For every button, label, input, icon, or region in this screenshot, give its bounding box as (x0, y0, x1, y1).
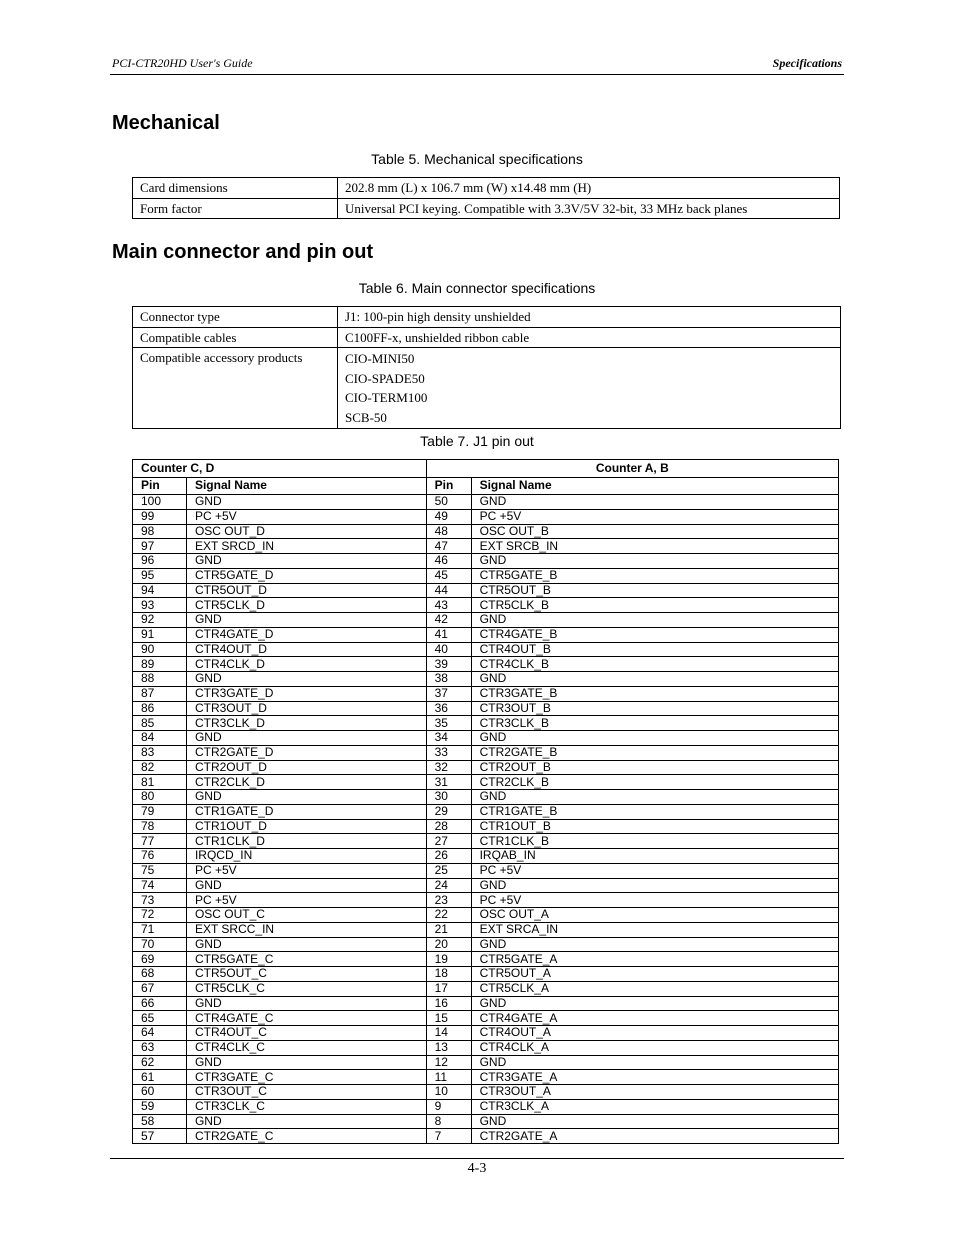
pin-cell: 94 (133, 583, 187, 598)
pin-cell: 41 (426, 627, 471, 642)
table-row (133, 613, 839, 628)
table-row (133, 1085, 839, 1100)
spec-value: Universal PCI keying. Compatible with 3.3V/5V 32-bit, 33 MHz back planes (338, 198, 840, 219)
signal-cell: PC +5V (186, 863, 426, 878)
pin-cell: 92 (133, 613, 187, 628)
signal-cell: GND (471, 554, 838, 569)
page-number: 4-3 (467, 1161, 487, 1176)
table-row (133, 642, 839, 657)
pin-cell: 23 (426, 893, 471, 908)
pin-cell: 9 (426, 1099, 471, 1114)
pin-cell: 37 (426, 686, 471, 701)
spec-key: Form factor (133, 198, 338, 219)
signal-cell: CTR4OUT_A (471, 1026, 838, 1041)
pin-cell: 7 (426, 1129, 471, 1144)
pin-cell: 21 (426, 922, 471, 937)
pin-cell: 25 (426, 863, 471, 878)
pin-cell: 24 (426, 878, 471, 893)
table-row (133, 996, 839, 1011)
spec-value (338, 348, 841, 429)
pin-cell: 58 (133, 1114, 187, 1129)
signal-cell: CTR4GATE_D (186, 627, 426, 642)
signal-cell: CTR4CLK_C (186, 1040, 426, 1055)
pin-cell: 27 (426, 834, 471, 849)
signal-cell: CTR2CLK_D (186, 775, 426, 790)
pin-cell: 100 (133, 495, 187, 510)
pin-cell: 26 (426, 849, 471, 864)
pin-cell: 71 (133, 922, 187, 937)
signal-cell: CTR5OUT_C (186, 967, 426, 982)
table-row (133, 1099, 839, 1114)
spec-value-line: CIO-TERM100 (345, 390, 428, 405)
pin-cell: 91 (133, 627, 187, 642)
col-header-signal: Signal Name (186, 478, 426, 495)
pin-cell: 98 (133, 524, 187, 539)
pin-cell: 10 (426, 1085, 471, 1100)
pin-cell: 67 (133, 981, 187, 996)
pin-cell: 47 (426, 539, 471, 554)
table-row (133, 893, 839, 908)
table-row (133, 760, 839, 775)
signal-cell: GND (471, 731, 838, 746)
pin-cell: 20 (426, 937, 471, 952)
signal-cell: GND (186, 790, 426, 805)
signal-cell: CTR5GATE_B (471, 568, 838, 583)
pin-cell: 43 (426, 598, 471, 613)
signal-cell: CTR2GATE_B (471, 745, 838, 760)
pin-cell: 83 (133, 745, 187, 760)
table-row (133, 598, 839, 613)
pin-cell: 74 (133, 878, 187, 893)
pin-cell: 78 (133, 819, 187, 834)
signal-cell: GND (471, 996, 838, 1011)
signal-cell: GND (471, 672, 838, 687)
pin-cell: 61 (133, 1070, 187, 1085)
spec-key: Compatible accessory products (133, 348, 338, 429)
spec-value-line: J1: 100-pin high density unshielded (345, 309, 531, 324)
header-section-title: Specifications (772, 56, 842, 70)
spec-value-line: SCB-50 (345, 409, 387, 425)
table-row (133, 878, 839, 893)
spec-value (338, 307, 841, 328)
pin-cell: 77 (133, 834, 187, 849)
pin-cell: 22 (426, 908, 471, 923)
pin-cell: 96 (133, 554, 187, 569)
signal-cell: CTR4CLK_A (471, 1040, 838, 1055)
signal-cell: CTR5GATE_A (471, 952, 838, 967)
spec-value-line: C100FF-x, unshielded ribbon cable (345, 329, 530, 345)
spec-value (338, 327, 841, 348)
pin-cell: 65 (133, 1011, 187, 1026)
spec-key: Card dimensions (133, 178, 338, 199)
heading-connector: Main connector and pin out (112, 241, 374, 263)
signal-cell: GND (186, 937, 426, 952)
pin-cell: 70 (133, 937, 187, 952)
header-doc-title: PCI-CTR20HD User's Guide (112, 56, 253, 70)
col-header-pin: Pin (426, 478, 471, 495)
signal-cell: GND (186, 731, 426, 746)
signal-cell: PC +5V (471, 863, 838, 878)
signal-cell: CTR4GATE_B (471, 627, 838, 642)
pin-cell: 18 (426, 967, 471, 982)
signal-cell: GND (471, 790, 838, 805)
signal-cell: CTR1OUT_D (186, 819, 426, 834)
table-row (133, 967, 839, 982)
signal-cell: CTR2CLK_B (471, 775, 838, 790)
pinout-table (132, 459, 839, 1144)
pin-cell: 99 (133, 509, 187, 524)
pin-cell: 66 (133, 996, 187, 1011)
footer-rule (110, 1158, 844, 1159)
signal-cell: CTR4OUT_D (186, 642, 426, 657)
signal-cell: CTR3OUT_A (471, 1085, 838, 1100)
col-header-pin: Pin (133, 478, 187, 495)
signal-cell: CTR4GATE_A (471, 1011, 838, 1026)
pin-cell: 45 (426, 568, 471, 583)
table-row (133, 745, 839, 760)
pin-cell: 79 (133, 804, 187, 819)
table-row (133, 583, 839, 598)
table-row (133, 849, 839, 864)
signal-cell: CTR2OUT_D (186, 760, 426, 775)
pin-cell: 95 (133, 568, 187, 583)
heading-mechanical: Mechanical (112, 112, 220, 134)
signal-cell: GND (186, 878, 426, 893)
pin-cell: 32 (426, 760, 471, 775)
signal-cell: GND (471, 878, 838, 893)
table-row (133, 804, 839, 819)
signal-cell: CTR3CLK_C (186, 1099, 426, 1114)
pin-cell: 57 (133, 1129, 187, 1144)
signal-cell: EXT SRCC_IN (186, 922, 426, 937)
table-row (133, 307, 841, 328)
signal-cell: CTR3CLK_D (186, 716, 426, 731)
signal-cell: OSC OUT_D (186, 524, 426, 539)
table-row (133, 863, 839, 878)
pin-cell: 73 (133, 893, 187, 908)
spec-key: Compatible cables (133, 327, 338, 348)
spec-key: Connector type (133, 307, 338, 328)
pin-cell: 36 (426, 701, 471, 716)
signal-cell: CTR3CLK_A (471, 1099, 838, 1114)
signal-cell: IRQAB_IN (471, 849, 838, 864)
table-row (133, 539, 839, 554)
signal-cell: CTR1OUT_B (471, 819, 838, 834)
page-header (110, 55, 844, 75)
signal-cell: EXT SRCA_IN (471, 922, 838, 937)
signal-cell: CTR3OUT_C (186, 1085, 426, 1100)
pin-cell: 12 (426, 1055, 471, 1070)
signal-cell: GND (471, 1114, 838, 1129)
pin-cell: 42 (426, 613, 471, 628)
signal-cell: GND (471, 1055, 838, 1070)
signal-cell: CTR1CLK_D (186, 834, 426, 849)
table-row (133, 701, 839, 716)
signal-cell: CTR1CLK_B (471, 834, 838, 849)
col-header-signal: Signal Name (471, 478, 838, 495)
signal-cell: CTR5CLK_C (186, 981, 426, 996)
signal-cell: CTR2GATE_C (186, 1129, 426, 1144)
table-row (133, 198, 840, 219)
signal-cell: CTR3GATE_C (186, 1070, 426, 1085)
pin-cell: 68 (133, 967, 187, 982)
table-row (133, 568, 839, 583)
table-row (133, 937, 839, 952)
pin-cell: 64 (133, 1026, 187, 1041)
signal-cell: CTR4CLK_B (471, 657, 838, 672)
table-row (133, 327, 841, 348)
table-row (133, 1070, 839, 1085)
table-row (133, 627, 839, 642)
signal-cell: CTR5OUT_D (186, 583, 426, 598)
spec-value: 202.8 mm (L) x 106.7 mm (W) x14.48 mm (H) (338, 178, 840, 199)
signal-cell: IRQCD_IN (186, 849, 426, 864)
signal-cell: CTR1GATE_B (471, 804, 838, 819)
pin-cell: 50 (426, 495, 471, 510)
signal-cell: OSC OUT_B (471, 524, 838, 539)
signal-cell: GND (186, 996, 426, 1011)
table-row (133, 731, 839, 746)
pin-cell: 17 (426, 981, 471, 996)
table-row (133, 981, 839, 996)
pin-cell: 90 (133, 642, 187, 657)
signal-cell: CTR4GATE_C (186, 1011, 426, 1026)
signal-cell: CTR5CLK_D (186, 598, 426, 613)
signal-cell: GND (471, 495, 838, 510)
signal-cell: GND (186, 672, 426, 687)
table-row (133, 524, 839, 539)
pin-cell: 60 (133, 1085, 187, 1100)
pin-cell: 86 (133, 701, 187, 716)
pin-cell: 93 (133, 598, 187, 613)
signal-cell: GND (186, 1114, 426, 1129)
pin-cell: 97 (133, 539, 187, 554)
table-row (133, 834, 839, 849)
connector-spec-table (132, 306, 841, 429)
table-row (133, 554, 839, 569)
table-row (133, 775, 839, 790)
signal-cell: CTR5OUT_B (471, 583, 838, 598)
signal-cell: PC +5V (471, 509, 838, 524)
table-row (133, 1114, 839, 1129)
table-row (133, 348, 841, 429)
spec-value-line: CIO-SPADE50 (345, 370, 425, 386)
pin-cell: 63 (133, 1040, 187, 1055)
table-row (133, 1011, 839, 1026)
signal-cell: CTR5CLK_A (471, 981, 838, 996)
pin-cell: 35 (426, 716, 471, 731)
table-row (133, 1026, 839, 1041)
pin-cell: 62 (133, 1055, 187, 1070)
pin-cell: 46 (426, 554, 471, 569)
pin-cell: 82 (133, 760, 187, 775)
group-header-counter-cd: Counter C, D (133, 460, 427, 478)
table-row (133, 495, 839, 510)
pin-cell: 88 (133, 672, 187, 687)
table-row (133, 1040, 839, 1055)
pin-cell: 80 (133, 790, 187, 805)
table-row (133, 509, 839, 524)
pin-cell: 38 (426, 672, 471, 687)
table6-caption: Table 6. Main connector specifications (358, 280, 596, 296)
signal-cell: PC +5V (186, 509, 426, 524)
pin-cell: 89 (133, 657, 187, 672)
table-row (133, 922, 839, 937)
table-row (133, 672, 839, 687)
signal-cell: CTR5GATE_D (186, 568, 426, 583)
pin-cell: 69 (133, 952, 187, 967)
pin-cell: 72 (133, 908, 187, 923)
signal-cell: CTR5OUT_A (471, 967, 838, 982)
pin-cell: 13 (426, 1040, 471, 1055)
signal-cell: CTR4CLK_D (186, 657, 426, 672)
pin-cell: 30 (426, 790, 471, 805)
signal-cell: GND (186, 613, 426, 628)
signal-cell: CTR5GATE_C (186, 952, 426, 967)
signal-cell: CTR3GATE_A (471, 1070, 838, 1085)
signal-cell: CTR4OUT_B (471, 642, 838, 657)
signal-cell: EXT SRCD_IN (186, 539, 426, 554)
pin-cell: 19 (426, 952, 471, 967)
signal-cell: CTR2GATE_D (186, 745, 426, 760)
pin-cell: 59 (133, 1099, 187, 1114)
signal-cell: GND (186, 495, 426, 510)
table-row (133, 1055, 839, 1070)
signal-cell: CTR2OUT_B (471, 760, 838, 775)
pin-cell: 8 (426, 1114, 471, 1129)
pin-cell: 85 (133, 716, 187, 731)
pin-cell: 28 (426, 819, 471, 834)
pin-cell: 87 (133, 686, 187, 701)
table-row (133, 952, 839, 967)
pin-cell: 31 (426, 775, 471, 790)
pin-cell: 75 (133, 863, 187, 878)
pin-cell: 48 (426, 524, 471, 539)
pin-cell: 49 (426, 509, 471, 524)
table5-caption: Table 5. Mechanical specifications (371, 151, 583, 167)
signal-cell: CTR4OUT_C (186, 1026, 426, 1041)
pin-cell: 11 (426, 1070, 471, 1085)
pin-cell: 34 (426, 731, 471, 746)
spec-value-line: CIO-MINI50 (345, 351, 415, 366)
table-row (133, 178, 840, 199)
signal-cell: GND (186, 554, 426, 569)
pin-cell: 76 (133, 849, 187, 864)
signal-cell: GND (471, 937, 838, 952)
table-row (133, 908, 839, 923)
pin-cell: 14 (426, 1026, 471, 1041)
signal-cell: OSC OUT_A (471, 908, 838, 923)
signal-cell: CTR3OUT_B (471, 701, 838, 716)
table-row (133, 1129, 839, 1144)
signal-cell: CTR5CLK_B (471, 598, 838, 613)
table7-caption: Table 7. J1 pin out (420, 433, 534, 449)
pin-cell: 33 (426, 745, 471, 760)
pin-cell: 15 (426, 1011, 471, 1026)
table-row (133, 686, 839, 701)
signal-cell: CTR3GATE_D (186, 686, 426, 701)
signal-cell: CTR1GATE_D (186, 804, 426, 819)
signal-cell: PC +5V (186, 893, 426, 908)
pin-cell: 39 (426, 657, 471, 672)
group-header-counter-ab: Counter A, B (426, 460, 838, 478)
mechanical-spec-table (132, 177, 840, 219)
pin-cell: 44 (426, 583, 471, 598)
pin-cell: 84 (133, 731, 187, 746)
pin-cell: 81 (133, 775, 187, 790)
signal-cell: CTR3CLK_B (471, 716, 838, 731)
table-row (133, 657, 839, 672)
signal-cell: GND (471, 613, 838, 628)
signal-cell: PC +5V (471, 893, 838, 908)
pin-cell: 16 (426, 996, 471, 1011)
table-row (133, 819, 839, 834)
pin-cell: 40 (426, 642, 471, 657)
table-row (133, 790, 839, 805)
pin-cell: 29 (426, 804, 471, 819)
signal-cell: EXT SRCB_IN (471, 539, 838, 554)
signal-cell: CTR3GATE_B (471, 686, 838, 701)
signal-cell: OSC OUT_C (186, 908, 426, 923)
table-row (133, 716, 839, 731)
signal-cell: CTR3OUT_D (186, 701, 426, 716)
signal-cell: CTR2GATE_A (471, 1129, 838, 1144)
signal-cell: GND (186, 1055, 426, 1070)
